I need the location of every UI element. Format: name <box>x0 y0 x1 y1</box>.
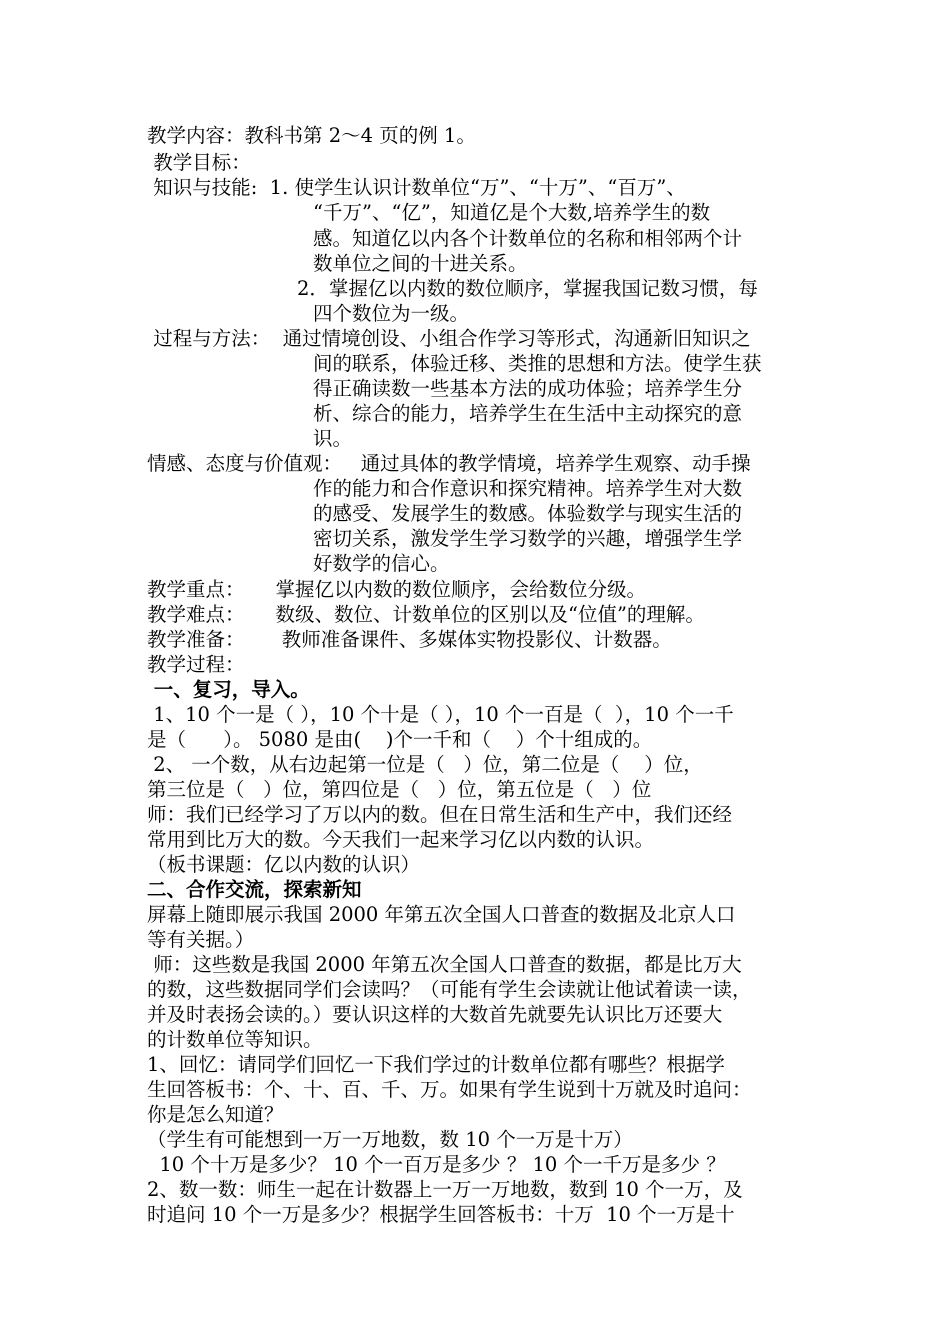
section-heading-explore: 二、合作交流，探索新知 <box>147 878 362 901</box>
knowledge-skill-line: 2．掌握亿以内数的数位顺序，掌握我国记数习惯，每 <box>297 277 758 300</box>
teaching-process-heading: 教学过程： <box>147 653 245 676</box>
review-question-line: 第三位是（ ）位，第四位是（ ）位，第五位是（ ）位 <box>147 778 652 801</box>
section-heading-review: 一、复习，导入。 <box>147 678 310 701</box>
body-line: 1、回忆：请同学们回忆一下我们学过的计数单位都有哪些？根据学 <box>147 1053 725 1076</box>
emotion-values-line: 的感受、发展学生的数感。体验数学与现实生活的 <box>313 502 743 525</box>
knowledge-skill-line: 数单位之间的十进关系。 <box>313 252 528 275</box>
emotion-values-line: 好数学的信心。 <box>313 552 450 575</box>
body-line: 的数，这些数据同学们会读吗？（可能有学生会读就让他试着读一读， <box>147 978 752 1001</box>
process-method-line: 识。 <box>313 427 353 450</box>
teacher-intro-line: 常用到比万大的数。今天我们一起来学习亿以内数的认识。 <box>147 828 655 851</box>
process-method-line: 得正确读数一些基本方法的成功体验；培养学生分 <box>313 377 743 400</box>
key-points-line: 教学重点： 掌握亿以内数的数位顺序，会给数位分级。 <box>147 578 646 601</box>
teaching-goals-heading: 教学目标： <box>147 151 251 174</box>
body-line: 并及时表扬会读的。）要认识这样的大数首先就要先认识比万还要大 <box>147 1003 723 1026</box>
knowledge-skill-line: “千万”、“亿”，知道亿是个大数,培养学生的数 <box>313 201 711 224</box>
body-line: 等有关据。） <box>147 928 255 951</box>
lesson-content-line: 教学内容：教科书第 2～4 页的例 1。 <box>147 124 476 147</box>
process-method-line: 间的联系，体验迁移、类推的思想和方法。使学生获 <box>313 352 762 375</box>
emotion-values-line: 密切关系，激发学生学习数学的兴趣，增强学生学 <box>313 527 743 550</box>
body-line: 2、数一数：师生一起在计数器上一万一万地数，数到 10 个一万，及 <box>147 1178 743 1201</box>
emotion-values-line: 情感、态度与价值观： 通过具体的教学情境，培养学生观察、动手操 <box>147 452 751 475</box>
body-line: 10 个十万是多少？ 10 个一百万是多少 ？ 10 个一千万是多少 ？ <box>147 1153 726 1176</box>
difficult-points-line: 教学难点： 数级、数位、计数单位的区别以及“位值”的理解。 <box>147 603 705 626</box>
knowledge-skill-line: 感。知道亿以内各个计数单位的名称和相邻两个计 <box>313 227 743 250</box>
body-line: 生回答板书：个、十、百、千、万。如果有学生说到十万就及时追问： <box>147 1078 752 1101</box>
body-line: （学生有可能想到一万一万地数，数 10 个一万是十万） <box>147 1128 633 1151</box>
knowledge-skill-line: 知识与技能: 1. 使学生认识计数单位“万”、“十万”、“百万”、 <box>147 176 686 199</box>
review-question-line: 2、 一个数，从右边起第一位是（ ）位，第二位是（ ）位， <box>147 753 703 776</box>
teacher-intro-line: 师：我们已经学习了万以内的数。但在日常生活和生产中，我们还经 <box>147 803 733 826</box>
review-question-line: 1、10 个一是（ ），10 个十是（ ），10 个一百是（ ），10 个一千 <box>147 703 734 726</box>
body-line: 你是怎么知道？ <box>147 1103 284 1126</box>
emotion-values-line: 作的能力和合作意识和探究精神。培养学生对大数 <box>313 477 743 500</box>
body-line: 的计数单位等知识。 <box>147 1028 323 1051</box>
process-method-line: 过程与方法： 通过情境创设、小组合作学习等形式，沟通新旧知识之 <box>147 327 751 350</box>
body-line: 屏幕上随即展示我国 2000 年第五次全国人口普查的数据及北京人口 <box>147 903 736 926</box>
review-question-line: 是（ ）。 5080 是由( )个一千和（ ）个十组成的。 <box>147 728 653 751</box>
preparation-line: 教学准备： 教师准备课件、多媒体实物投影仪、计数器。 <box>147 628 672 651</box>
body-line: 师：这些数是我国 2000 年第五次全国人口普查的数据，都是比万大 <box>147 953 742 976</box>
process-method-line: 析、综合的能力，培养学生在生活中主动探究的意 <box>313 402 743 425</box>
board-title-line: （板书课题：亿以内数的认识） <box>147 853 421 876</box>
body-line: 时追问 10 个一万是多少？根据学生回答板书：十万 10 个一万是十 <box>147 1203 735 1226</box>
knowledge-skill-line: 四个数位为一级。 <box>313 302 470 325</box>
